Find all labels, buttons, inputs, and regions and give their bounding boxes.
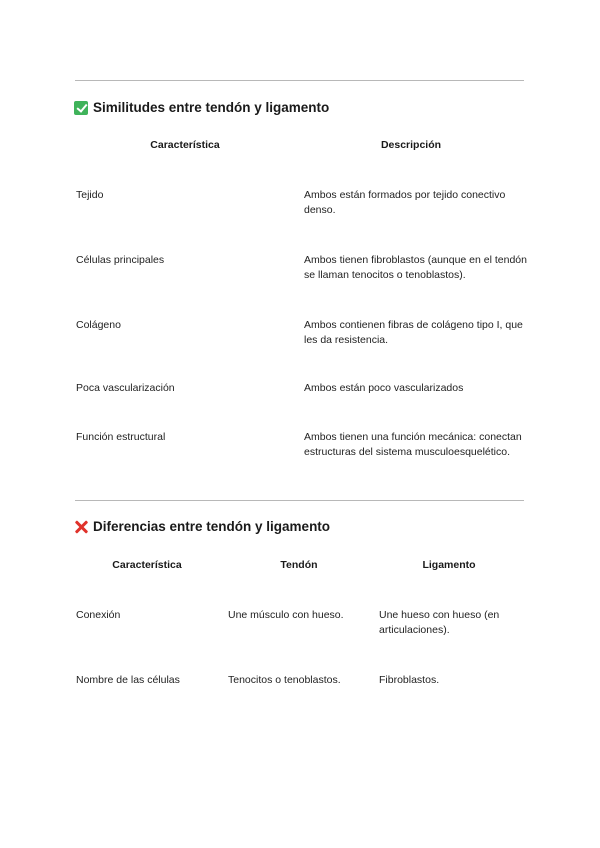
similitudes-row-1-caracteristica: Células principales xyxy=(76,254,165,266)
similitudes-heading xyxy=(74,100,329,115)
similitudes-row-2-descripcion: Ambos contienen fibras de colágeno tipo I, que les da resistencia. xyxy=(304,319,523,346)
section-divider xyxy=(75,500,524,501)
diferencias-heading xyxy=(74,519,330,534)
similitudes-row-4-caracteristica: Función estructural xyxy=(76,431,166,443)
diferencias-header-caracteristica: Característica xyxy=(112,559,182,571)
cross-mark-icon xyxy=(74,520,88,534)
similitudes-header-caracteristica: Característica xyxy=(150,139,220,151)
diferencias-row-1-caracteristica: Nombre de las células xyxy=(76,674,180,686)
similitudes-header-descripcion: Descripción xyxy=(380,139,442,151)
diferencias-row-1-ligamento: Fibroblastos. xyxy=(379,674,440,686)
similitudes-row-0-caracteristica: Tejido xyxy=(76,189,104,201)
diferencias-row-0-tendon: Une músculo con hueso. xyxy=(228,609,344,621)
diferencias-row-0-ligamento: Une hueso con hueso (en articulaciones). xyxy=(379,609,500,636)
similitudes-row-0-descripcion: Ambos están formados por tejido conectivo denso. xyxy=(304,189,506,216)
top-divider xyxy=(75,80,524,81)
similitudes-row-4-descripcion: Ambos tienen una función mecánica: conectan estructuras del sistema musculoesquelético. xyxy=(304,431,522,458)
similitudes-row-3-descripcion: Ambos están poco vascularizados xyxy=(304,382,464,394)
check-mark-icon xyxy=(74,101,88,115)
similitudes-row-1-descripcion: Ambos tienen fibroblastos (aunque en el tendón se llaman tenocitos o tenoblastos). xyxy=(304,254,527,281)
similitudes-title: Similitudes entre tendón y ligamento xyxy=(93,100,330,115)
similitudes-row-3-caracteristica: Poca vascularización xyxy=(76,382,175,394)
diferencias-row-0-caracteristica: Conexión xyxy=(76,609,121,621)
similitudes-row-2-caracteristica: Colágeno xyxy=(76,319,121,331)
diferencias-header-ligamento: Ligamento xyxy=(422,559,476,571)
diferencias-row-1-tendon: Tenocitos o tenoblastos. xyxy=(228,674,341,686)
diferencias-header-tendon: Tendón xyxy=(280,559,318,571)
diferencias-title: Diferencias entre tendón y ligamento xyxy=(93,519,331,534)
